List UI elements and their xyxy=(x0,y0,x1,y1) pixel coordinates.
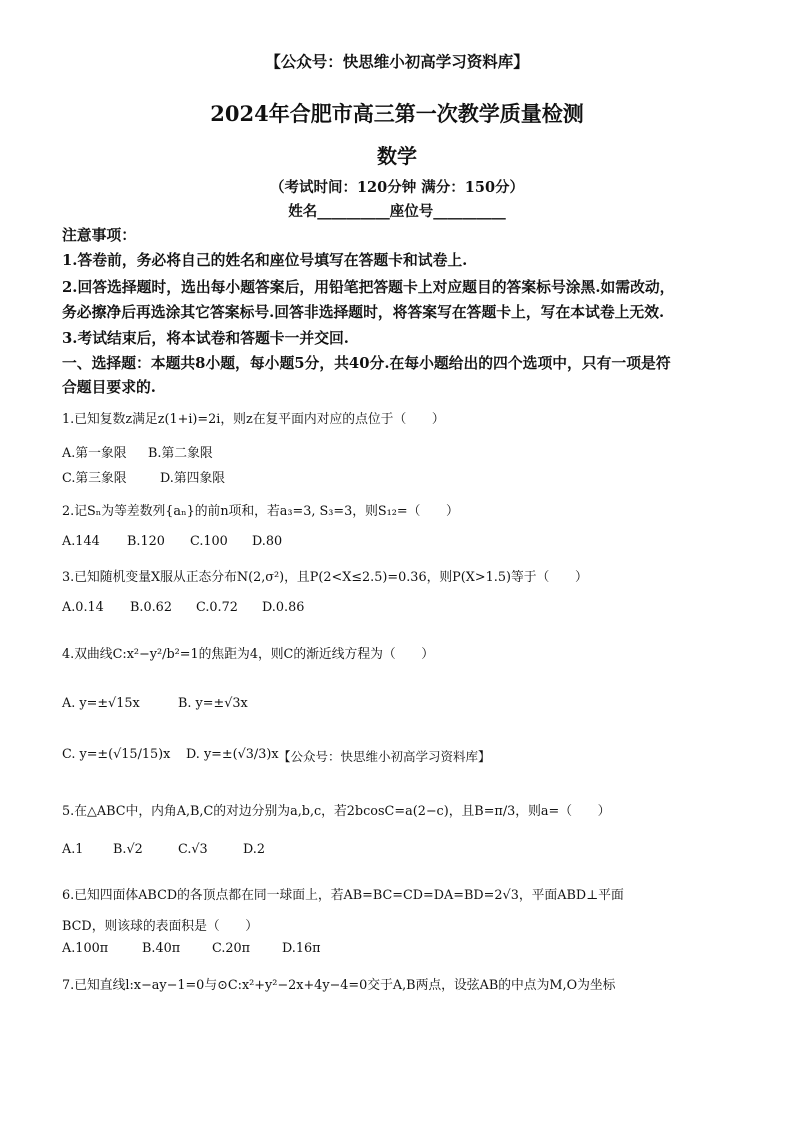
q3-option-b: B.0.62 xyxy=(130,600,172,615)
q2-option-c: C.100 xyxy=(190,534,228,549)
q4-option-c: C. y=±(√15/15)x xyxy=(62,747,171,762)
question-7-text: 7.已知直线l:x−ay−1=0与⊙C:x²+y²−2x+4y−4=0交于A,B两点，设弦AB的中点为M,O为坐标 xyxy=(62,978,616,993)
q1-option-a: A.第一象限 xyxy=(62,446,127,461)
q2-option-a: A.144 xyxy=(62,534,100,549)
exam-title: 2024年合肥市高三第一次教学质量检测 xyxy=(210,101,584,126)
notice-line-4: 3.考试结束后，将本试卷和答题卡一并交回. xyxy=(62,330,349,347)
q1-option-d: D.第四象限 xyxy=(160,471,226,486)
question-4-text: 4.双曲线C:x²−y²/b²=1的焦距为4，则C的渐近线方程为（ ） xyxy=(62,647,435,662)
q4-option-d: D. y=±(√3/3)x xyxy=(186,747,279,762)
q5-option-b: B.√2 xyxy=(113,842,143,857)
notice-line-2: 2.回答选择题时，选出每小题答案后，用铅笔把答题卡上对应题目的答案标号涂黑.如需改动， xyxy=(62,279,675,296)
q5-option-d: D.2 xyxy=(243,842,266,857)
notice-line-1: 1.答卷前，务必将自己的姓名和座位号填写在答题卡和试卷上. xyxy=(62,252,468,269)
q6-option-b: B.40π xyxy=(142,941,181,956)
question-3-text: 3.已知随机变量X服从正态分布N(2,σ²)，且P(2<X≤2.5)=0.36，则P(X>1.5)等于（ ） xyxy=(62,570,588,585)
q4-inline-watermark: 【公众号：快思维小初高学习资料库】 xyxy=(278,749,491,764)
question-2-text: 2.记Sₙ为等差数列{aₙ}的前n项和，若a₃=3, S₃=3，则S₁₂=（ ） xyxy=(62,504,459,519)
name-seat-line: 姓名__________座位号__________ xyxy=(288,203,506,220)
section1-line-1: 一、选择题：本题共8小题，每小题5分，共40分.在每小题给出的四个选项中，只有一项是符 xyxy=(62,355,671,372)
q3-option-c: C.0.72 xyxy=(196,600,238,615)
exam-subject: 数学 xyxy=(377,144,417,168)
question-5-text: 5.在△ABC中，内角A,B,C的对边分别为a,b,c，若2bcosC=a(2−c)，且B=π/3，则a=（ ） xyxy=(62,804,611,819)
q1-option-b: B.第二象限 xyxy=(148,446,213,461)
question-6-text-line-2: BCD，则该球的表面积是（ ） xyxy=(62,919,259,934)
q4-option-b: B. y=±√3x xyxy=(178,696,248,711)
q5-option-c: C.√3 xyxy=(178,842,208,857)
q3-option-a: A.0.14 xyxy=(62,600,104,615)
exam-info: （考试时间：120分钟 满分：150分） xyxy=(269,179,525,196)
q2-option-b: B.120 xyxy=(127,534,165,549)
notice-line-3: 务必擦净后再选涂其它答案标号.回答非选择题时，将答案写在答题卡上，写在本试卷上无效. xyxy=(62,304,665,321)
q2-option-d: D.80 xyxy=(252,534,283,549)
page-header-watermark: 【公众号：快思维小初高学习资料库】 xyxy=(265,52,529,71)
section1-line-2: 合题目要求的. xyxy=(62,379,156,396)
q1-option-c: C.第三象限 xyxy=(62,471,127,486)
q4-option-a: A. y=±√15x xyxy=(62,696,140,711)
question-6-text-line-1: 6.已知四面体ABCD的各顶点都在同一球面上，若AB=BC=CD=DA=BD=2√3，平面ABD⊥平面 xyxy=(62,888,624,903)
q6-option-a: A.100π xyxy=(62,941,109,956)
question-1-text: 1.已知复数z满足z(1+i)=2i，则z在复平面内对应的点位于（ ） xyxy=(62,412,445,427)
q6-option-d: D.16π xyxy=(282,941,321,956)
q5-option-a: A.1 xyxy=(62,842,84,857)
notice-heading: 注意事项： xyxy=(62,227,136,244)
q6-option-c: C.20π xyxy=(212,941,251,956)
q3-option-d: D.0.86 xyxy=(262,600,305,615)
